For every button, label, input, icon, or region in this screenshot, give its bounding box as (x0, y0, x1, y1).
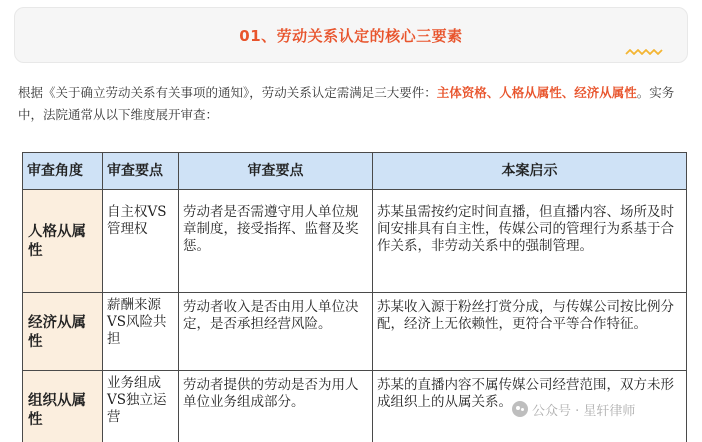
point-cell: 薪酬来源VS风险共担 (103, 293, 179, 371)
requirement-cell: 劳动者收入是否由用人单位决定，是否承担经营风险。 (179, 293, 373, 371)
point-cell: 业务组成VS独立运营 (103, 371, 179, 442)
angle-cell: 经济从属性 (23, 293, 103, 371)
table-row (23, 293, 687, 371)
section-title: 01、劳动关系认定的核心三要素 (239, 27, 463, 45)
section-header-card (14, 7, 688, 63)
intro-paragraph (18, 82, 688, 126)
watermark-text: 公众号 · 星轩律师 (532, 403, 636, 419)
intro-text-before: 根据《关于确立劳动关系有关事项的通知》，劳动关系认定需满足三大要件： (18, 85, 437, 100)
case-cell: 苏某虽需按约定时间直播，但直播内容、场所及时间安排具有自主性，传媒公司的管理行为系基于合作关系，非劳动关系中的强制管理。 (373, 190, 687, 293)
table-row (23, 190, 687, 293)
requirement-cell: 劳动者是否需遵守用人单位规章制度，接受指挥、监督及奖惩。 (179, 190, 373, 293)
header-case: 本案启示 (373, 153, 687, 190)
header-angle: 审查角度 (23, 153, 103, 190)
case-cell: 苏某的直播内容不属传媒公司经营范围，双方未形成组织上的从属关系。 (373, 371, 687, 442)
table-header-row (23, 153, 687, 190)
header-point: 审查要点 (103, 153, 179, 190)
requirement-cell: 劳动者提供的劳动是否为用人单位业务组成部分。 (179, 371, 373, 442)
intro-text-after: 。实务中，法院通常从以下维度展开审查： (18, 85, 675, 122)
angle-cell: 组织从属性 (23, 371, 103, 442)
angle-cell: 人格从属性 (23, 190, 103, 293)
header-requirement: 审查要点 (179, 153, 373, 190)
case-cell: 苏某收入源于粉丝打赏分成，与传媒公司按比例分配，经济上无依赖性，更符合平等合作特征。 (373, 293, 687, 371)
review-table (22, 152, 687, 442)
intro-highlight: 主体资格、人格从属性、经济从属性 (436, 85, 637, 100)
point-cell: 自主权VS管理权 (103, 190, 179, 293)
table-row (23, 371, 687, 442)
wave-decoration-icon (625, 48, 665, 56)
